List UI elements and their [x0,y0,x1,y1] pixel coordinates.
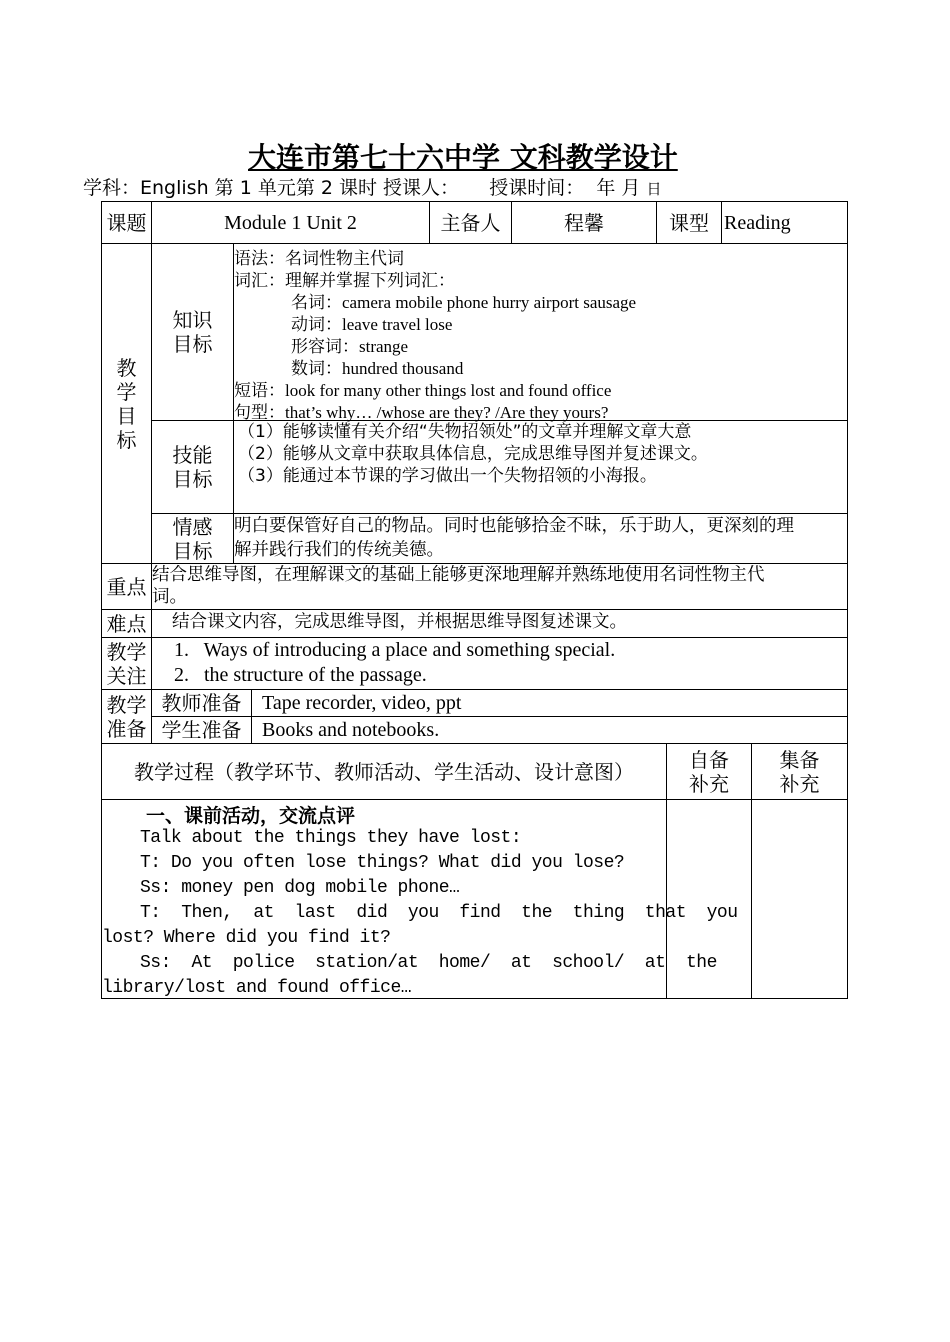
emotion-line: 明白要保管好自己的物品。同时也能够拾金不昧，乐于助人，更深刻的理 [234,516,794,536]
key-line: 词。 [152,587,187,607]
skill-label: 技能目标 [151,420,234,514]
grammar-line: 语法：名词性物主代词 [234,249,404,269]
phrases-line: 短语：look for many other things lost and found office [234,381,612,400]
skill-item: （2）能够从文章中获取具体信息，完成思维导图并复述课文。 [238,444,708,464]
teacher-label: 授课人： [383,177,460,199]
type-value: Reading [721,201,848,244]
knowledge-content [233,243,848,421]
prep-label: 教学准备 [101,689,152,744]
adjectives-line: 形容词：strange [291,337,409,356]
verbs-line: 动词：leave travel lose [291,315,453,334]
topic-label: 课题 [101,201,152,244]
type-label: 课型 [656,201,722,244]
numerals-line: 数词：hundred thousand [291,359,464,378]
focus-item: 1. Ways of introducing a place and something special. [174,639,616,661]
group-supplement-cell [751,799,848,999]
teacher-prep-value: Tape recorder, video, ppt [251,689,848,717]
student-prep-value: Books and notebooks. [251,716,848,744]
section-heading: 一、课前活动，交流点评 [146,805,356,827]
unit: 第 1 单元第 2 课时 [214,177,377,199]
emotion-label: 情感目标 [151,513,234,564]
process-line: T: Do you often lose things? What did you lose? [140,853,625,873]
skill-item: （3）能通过本节课的学习做出一个失物招领的小海报。 [238,466,657,486]
preparer-value: 程馨 [511,201,657,244]
subtitle-line [83,173,661,200]
self-supplement-cell [666,799,752,999]
self-supplement-header: 自备补充 [666,743,752,800]
topic-value: Module 1 Unit 2 [151,201,430,244]
key-content [151,563,848,610]
focus-label: 教学关注 [101,637,152,690]
emotion-line: 解并践行我们的传统美德。 [234,540,444,560]
skill-content [233,420,848,514]
key-label: 重点 [101,563,152,610]
process-line: lost? Where did you find it? [102,928,391,948]
date-day: 日 [646,180,662,198]
difficult-label: 难点 [101,609,152,638]
goals-label: 教学目标 [101,243,152,564]
process-header: 教学过程（教学环节、教师活动、学生活动、设计意图） [101,743,667,800]
subject: 学科：English [83,177,209,199]
document-title: 大连市第七十六中学 文科教学设计 [248,141,678,174]
time-label: 授课时间： [489,177,585,199]
emotion-content [233,513,848,564]
process-line: library/lost and found office… [102,978,412,998]
process-line: Ss: At police station/at home/ at school/ at the [140,953,717,973]
student-prep-label: 学生准备 [151,716,252,744]
key-line: 结合思维导图，在理解课文的基础上能够更深地理解并熟练地使用名词性物主代 [152,565,765,585]
focus-content [151,637,848,690]
knowledge-label: 知识目标 [151,243,234,421]
skill-item: （1）能够读懂有关介绍“失物招领处”的文章并理解文章大意 [238,422,692,442]
process-line: Ss: money pen dog mobile phone… [140,878,460,898]
focus-item: 2. the structure of the passage. [174,664,427,686]
process-content [101,799,738,999]
difficult-content: 结合课文内容，完成思维导图，并根据思维导图复述课文。 [151,609,848,638]
process-line: Talk about the things they have lost: [140,828,522,848]
process-line: T: Then, at last did you find the thing that you [140,903,738,923]
sentences-line: 句型：that’s why… /whose are they? /Are they yours? [234,403,609,422]
teacher-prep-label: 教师准备 [151,689,252,717]
date-ymd: 年 月 [596,177,641,199]
nouns-line: 名词：camera mobile phone hurry airport sausage [291,293,637,312]
vocab-line: 词汇：理解并掌握下列词汇： [234,271,455,291]
group-supplement-header: 集备补充 [751,743,848,800]
preparer-label: 主备人 [429,201,512,244]
